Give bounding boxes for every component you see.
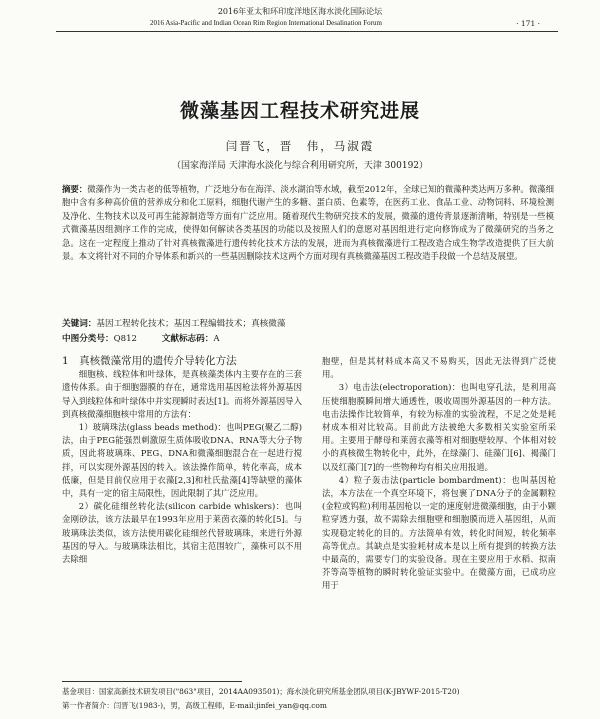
body-paragraph: 1）玻璃珠法(glass beads method)：也叫PEG(聚乙二醇)法，由于PEG能强烈刺激原生质体吸收DNA、RNA等大分子物质，因此将玻璃珠、PEG、DNA和微藻细胞混合在一起进行搅拌，可以实现外源基因的转入。该法操作简单，转化率高，成本低廉，但是目前仅应用于衣藻[2,3]和杜氏盐藻[4]等缺壁的藻体中，具有一定的宿主局限性，因此限制了其广泛应用。 — [62, 422, 302, 499]
section-heading: 1 真核微藻常用的遗传介导转化方法 — [62, 355, 237, 367]
footnote-author: 第一作者简介：闫晋飞(1983-)，男，高级工程师，E-mail:jinfei_yan@qq.com — [62, 701, 327, 710]
body-right-column — [322, 355, 556, 593]
keywords-label: 关键词： — [62, 319, 97, 329]
clc-value: Q812 — [113, 334, 138, 344]
authors: 闫晋飞，晋 伟，马淑霞 — [225, 139, 375, 153]
header-divider — [56, 31, 558, 32]
body-paragraph: 4）粒子轰击法(particle bombardment)：也叫基因枪法，本方法在一个真空环境下，将包裹了DNA分子的金属颗粒(金粒或钨粒)利用基因枪以一定的速度射进微藻细胞，由于小颗粒穿透力强，故不需除去细胞壁和细胞膜而进入基因组，从而实现稳定转化的目的。方法简单有效，转化时间短，转化频率高等优点。其缺点是实验耗材成本是以上所有提到的转换方法中最高的，需要专门的实验设备。现在主要应用于水稻、拟南芥等高等植物的瞬时转化验证实验中。在微藻方面，已成功应用于 — [322, 474, 556, 591]
abstract — [62, 183, 554, 263]
clc-label: 中图分类号： — [62, 334, 114, 344]
body-paragraph: 2）碳化硅细丝转化法(silicon carbide whiskers)：也叫金刚砂法，该方法最早在1993年应用于莱茵衣藻的转化[5]。与玻璃珠法类似，该方法使用碳化硅细丝代替玻璃珠，来进行外源基因的导入。与玻璃珠法相比，其宿主范围较广，藻株可以不用去除细 — [62, 501, 302, 565]
clc-number — [62, 334, 137, 344]
body-paragraph: 细胞核、线粒体和叶绿体，是真核藻类体内主要存在的三套遗传体系。由于细胞器膜的存在，通常选用基因枪法将外源基因导入到线粒体和叶绿体中并实现瞬时表达[1]。而将外源基因导入到真核微藻细胞核中常用的方法有： — [62, 369, 302, 419]
page-number: · 171 · — [516, 19, 540, 28]
header-line-chinese: 2016年亚太和环印度洋地区海水淡化国际论坛 — [217, 7, 383, 16]
paper-title: 微藻基因工程技术研究进展 — [179, 100, 420, 122]
abstract-text: 微藻作为一类古老的低等植物，广泛地分布在海洋、淡水湖泊等水域，截至2012年，全球已知的微藻种类达两万多种。微藻细胞中含有多种高价值的营养成分和化工原料，细胞代谢产生的多糖、蛋白质、色素等，在医药工业、食品工业、动物饲料、环境检测及净化、生物技术以及可再生能源制造等方面有广泛应用。随着现代生物研究技术的发展，微藻的遗传背景逐渐清晰，特别是一些模式微藻基因组测序工作的完成，使得如何解读各类基因的功能以及按照人们的意愿对基因组进行定向修饰成为了微藻研究的当务之急。这在一定程度上推动了针对真核微藻进行遗传转化技术方法的发展，进而为真核微藻进行工程改造合成生物学改造提供了巨大前景。本文将针对不同的介导体系和新兴的一些基因删除技术这两个方面对现有真核微藻基因工程改造手段做一个总结及展望。 — [62, 184, 555, 262]
doc-value: A — [213, 334, 220, 344]
doc-label: 文献标志码： — [161, 334, 214, 344]
keywords — [62, 317, 285, 329]
affiliation: （国家海洋局 天津海水淡化与综合利用研究所，天津 300192） — [171, 161, 429, 171]
abstract-label: 摘要： — [62, 184, 88, 194]
keywords-text: 基因工程转化技术；基因工程编辑技术；真核微藻 — [96, 319, 286, 329]
header-line-english: 2016 Asia-Pacific and Indian Ocean Rim Region International Desalination Forum — [150, 19, 382, 27]
footnote-divider — [62, 681, 242, 682]
body-paragraph: 胞壁，但是其材料成本高又不易购买，因此无法得到广泛使用。 — [322, 356, 556, 380]
body-left-column — [62, 355, 302, 566]
doc-code — [162, 334, 220, 344]
body-paragraph: 3）电击法(electroporation)：也叫电穿孔法，是利用高压使细胞膜瞬间增大通透性，吸收周围外源基因的一种方法。电击法操作比较简单，有较为标准的实验流程，不足之处是耗材成本相对比较高。目前此方法被绝大多数相关实验室所采用。主要用于酵母和莱茵衣藻等相对细胞壁较厚、个体相对较小的真核微生物转化中，此外，在绿藻门、硅藻门[6]、褐藻门以及红藻门[7]的一些物种均有相关应用报道。 — [322, 382, 556, 472]
footnote-fund: 基金项目：国家高新技术研发项目("863"项目，2014AA093501)；海水淡化研究所基金团队项目(K-JBYWF-2015-T20) — [62, 687, 460, 696]
classification — [62, 332, 242, 344]
